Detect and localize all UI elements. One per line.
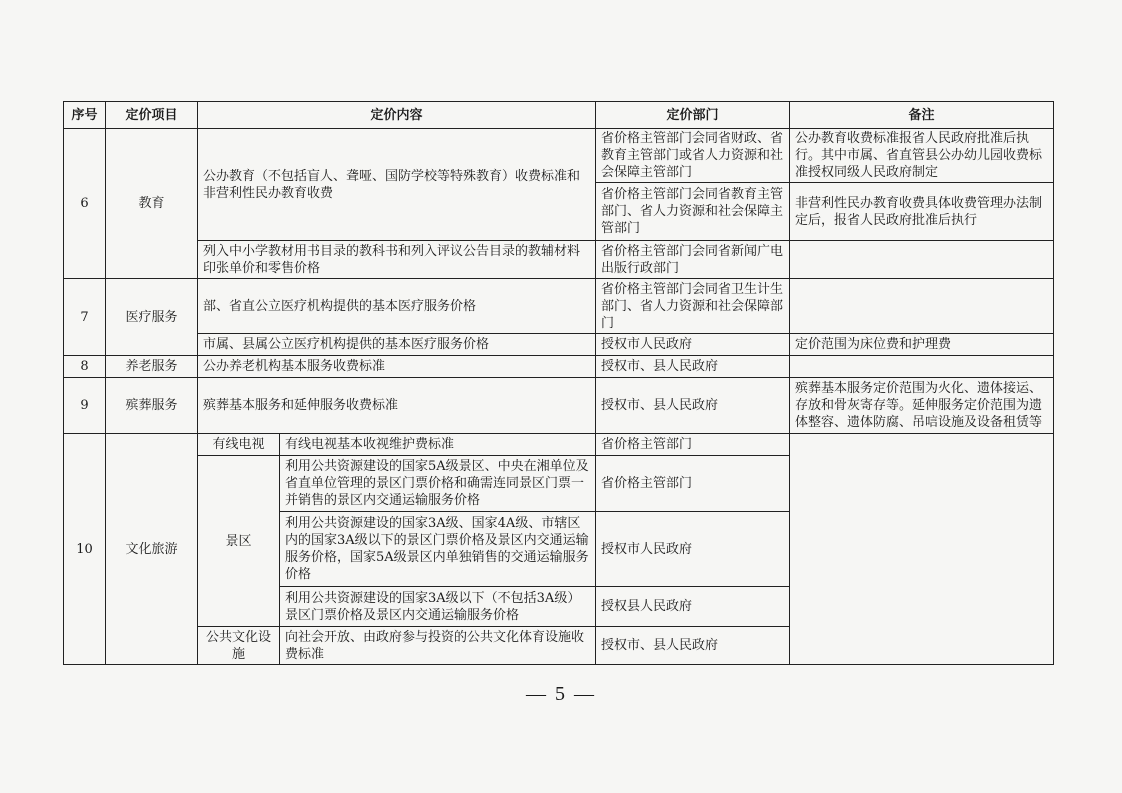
row-dept: 省价格主管部门会同省财政、省教育主管部门或省人力资源和社会保障主管部门	[596, 129, 790, 183]
row-content: 利用公共资源建设的国家3A级、国家4A级、市辖区内的国家3A级以下的景区门票价格及景区内交通运输服务价格，国家5A级景区内单独销售的交通运输服务价格	[280, 512, 596, 587]
row-subitem: 公共文化设施	[198, 627, 280, 665]
table-row	[64, 279, 1054, 334]
row-content: 公办养老机构基本服务收费标准	[198, 356, 596, 378]
row-item: 养老服务	[106, 356, 198, 378]
row-item: 医疗服务	[106, 279, 198, 356]
table-row	[64, 241, 1054, 279]
row-content: 部、省直公立医疗机构提供的基本医疗服务价格	[198, 279, 596, 334]
row-dept: 授权市、县人民政府	[596, 356, 790, 378]
row-note	[790, 356, 1054, 378]
row-dept: 省价格主管部门	[596, 434, 790, 456]
row-content: 有线电视基本收视维护费标准	[280, 434, 596, 456]
header-item: 定价项目	[106, 102, 198, 129]
row-number: 10	[64, 434, 106, 665]
row-number: 7	[64, 279, 106, 356]
header-seq: 序号	[64, 102, 106, 129]
table-row	[64, 129, 1054, 183]
header-content: 定价内容	[198, 102, 596, 129]
row-item: 文化旅游	[106, 434, 198, 665]
table-row	[64, 378, 1054, 434]
row-number: 8	[64, 356, 106, 378]
row-note: 非营利性民办教育收费具体收费管理办法制定后，报省人民政府批准后执行	[790, 183, 1054, 241]
table-row	[64, 434, 1054, 456]
row-note: 殡葬基本服务定价范围为火化、遗体接运、存放和骨灰寄存等。延伸服务定价范围为遗体整容、遗体防腐、吊唁设施及设备租赁等	[790, 378, 1054, 434]
row-item: 教育	[106, 129, 198, 279]
header-dept: 定价部门	[596, 102, 790, 129]
row-note	[790, 241, 1054, 279]
table-row	[64, 334, 1054, 356]
row-content: 利用公共资源建设的国家5A级景区、中央在湘单位及省直单位管理的景区门票价格和确需连同景区门票一并销售的景区内交通运输服务价格	[280, 456, 596, 512]
pricing-table	[63, 101, 1054, 665]
header-note: 备注	[790, 102, 1054, 129]
row-number: 6	[64, 129, 106, 279]
row-dept: 省价格主管部门会同省新闻广电出版行政部门	[596, 241, 790, 279]
row-number: 9	[64, 378, 106, 434]
header-row	[64, 102, 1054, 129]
row-dept: 授权市人民政府	[596, 512, 790, 587]
row-dept: 授权市人民政府	[596, 334, 790, 356]
row-content: 利用公共资源建设的国家3A级以下（不包括3A级）景区门票价格及景区内交通运输服务价格	[280, 587, 596, 627]
page-number: — 5 —	[526, 683, 596, 705]
row-content: 公办教育（不包括盲人、聋哑、国防学校等特殊教育）收费标准和非营利性民办教育收费	[198, 129, 596, 241]
row-dept: 授权县人民政府	[596, 587, 790, 627]
row-note: 定价范围为床位费和护理费	[790, 334, 1054, 356]
row-dept: 省价格主管部门会同省教育主管部门、省人力资源和社会保障主管部门	[596, 183, 790, 241]
row-content: 市属、县属公立医疗机构提供的基本医疗服务价格	[198, 334, 596, 356]
row-subitem: 有线电视	[198, 434, 280, 456]
row-content: 列入中小学教材用书目录的教科书和列入评议公告目录的教辅材料印张单价和零售价格	[198, 241, 596, 279]
row-dept: 授权市、县人民政府	[596, 627, 790, 665]
row-subitem: 景区	[198, 456, 280, 627]
row-content: 向社会开放、由政府参与投资的公共文化体育设施收费标准	[280, 627, 596, 665]
row-note	[790, 434, 1054, 665]
row-item: 殡葬服务	[106, 378, 198, 434]
table-row	[64, 356, 1054, 378]
row-dept: 省价格主管部门	[596, 456, 790, 512]
row-dept: 授权市、县人民政府	[596, 378, 790, 434]
row-note	[790, 279, 1054, 334]
row-dept: 省价格主管部门会同省卫生计生部门、省人力资源和社会保障部门	[596, 279, 790, 334]
row-note: 公办教育收费标准报省人民政府批准后执行。其中市属、省直管县公办幼儿园收费标准授权同级人民政府制定	[790, 129, 1054, 183]
row-content: 殡葬基本服务和延伸服务收费标准	[198, 378, 596, 434]
